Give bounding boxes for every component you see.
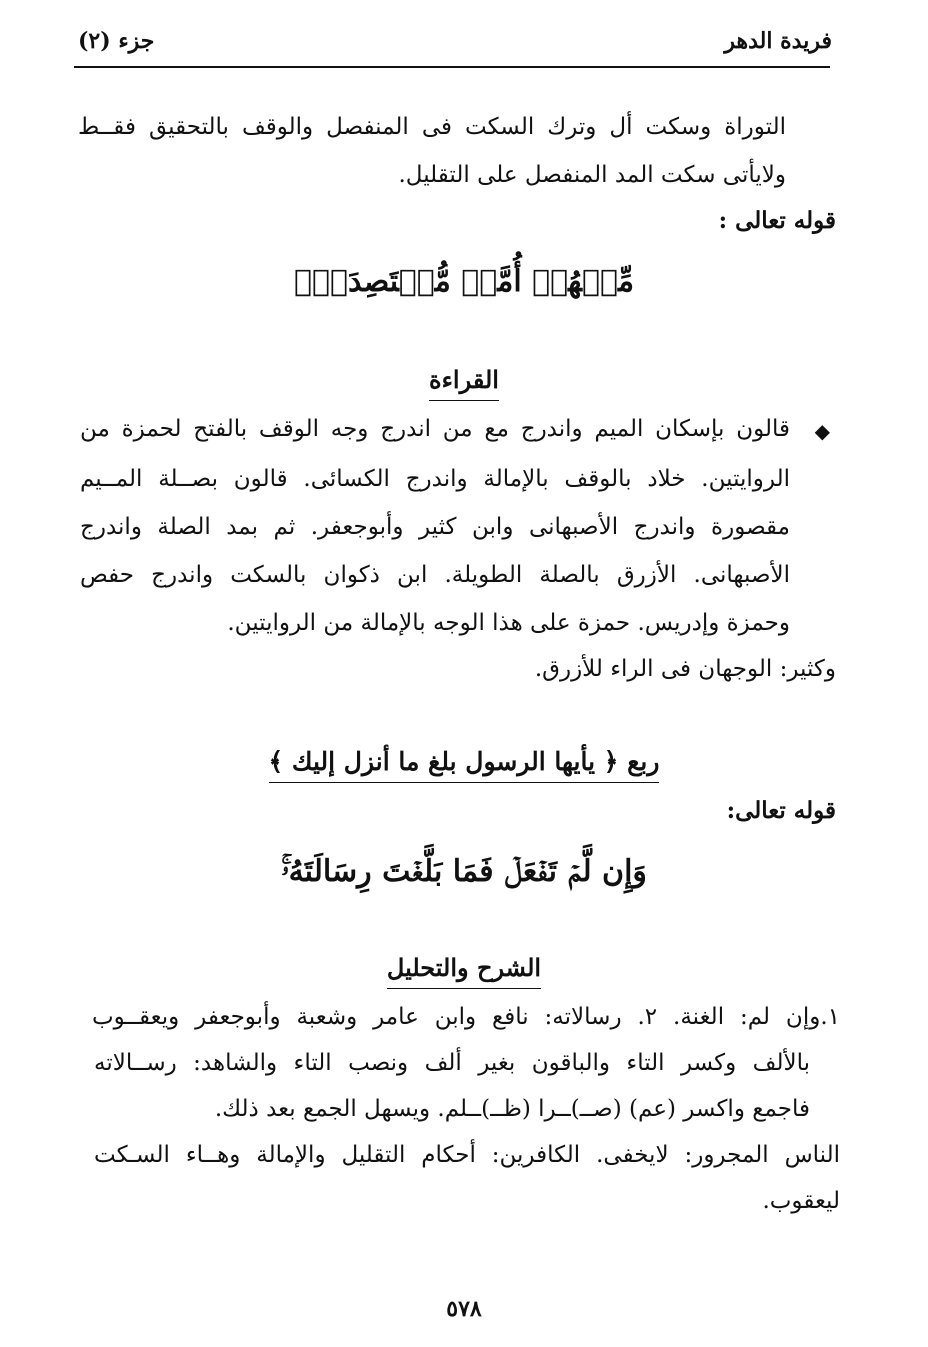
quran-verse: مِّنۡهُمۡ أُمَّةٞ مُّقۡتَصِدَةٞۖ [293,264,635,299]
qiraa-line: وحمزة وإدريس. حمزة على هذا الوجه بالإمالة من الروايتين. [227,610,790,636]
section-heading-qiraa [0,364,928,401]
diamond-bullet-icon: ◆ [814,419,830,443]
heading-text: ربع ﴿ يأيها الرسول بلغ ما أنزل إليك ﴾ [269,746,660,783]
sharh-line: ١.وإن لم: الغنة. ٢. رسالاته: نافع وابن عامر وشعبة وأبوجعفر ويعقــوب [92,1004,840,1030]
sharh-line: فاجمع واكسر (عم) (صــ)ــرا (ظــ)ــلم. ويسهل الجمع بعد ذلك. [214,1096,810,1122]
running-header-part: جزء (٢) [78,28,155,54]
sharh-line: بالألف وكسر التاء والباقون بغير ألف ونصب التاء والشاهد: رســالاته [94,1050,810,1076]
quran-verse: وَإِن لَّمۡ تَفۡعَلۡ فَمَا بَلَّغۡتَ رِسَالَتَهُۥۚ [281,854,647,889]
page-number: ٥٧٨ [446,1296,482,1322]
qiraa-line: وكثير: الوجهان فى الراء للأزرق. [534,656,836,682]
running-header-title: فريدة الدهر [724,28,832,54]
section-heading-rub [0,746,928,783]
verse-label: قوله تعالى: [726,797,836,824]
qiraa-line: الروايتين. خلاد بالوقف بالإمالة واندرج الكسائى. قالون بصــلة المــيم [80,466,790,492]
heading-text: الشرح والتحليل [387,952,541,989]
intro-line: التوراة وسكت أل وترك السكت فى المنفصل والوقف بالتحقيق فقــط [78,114,786,140]
section-heading-sharh [0,952,928,989]
qiraa-line: الأصبهانى. الأزرق بالصلة الطويلة. ابن ذكوان بالسكت واندرج حفص [80,562,790,588]
intro-line: ولايأتى سكت المد المنفصل على التقليل. [398,162,786,188]
sharh-line: الناس المجرور: لايخفى. الكافرين: أحكام التقليل والإمالة وهــاء السـكت [94,1142,840,1168]
sharh-line: ليعقوب. [762,1188,840,1214]
verse-label: قوله تعالى : [718,207,836,234]
heading-text: القراءة [429,364,499,401]
qiraa-line: قالون بإسكان الميم واندرج مع من اندرج وجه الوقف بالفتح لحمزة من [80,416,790,442]
header-divider [74,66,830,68]
qiraa-line: مقصورة واندرج الأصبهانى وابن كثير وأبوجعفر. ثم بمد الصلة واندرج [80,514,790,540]
